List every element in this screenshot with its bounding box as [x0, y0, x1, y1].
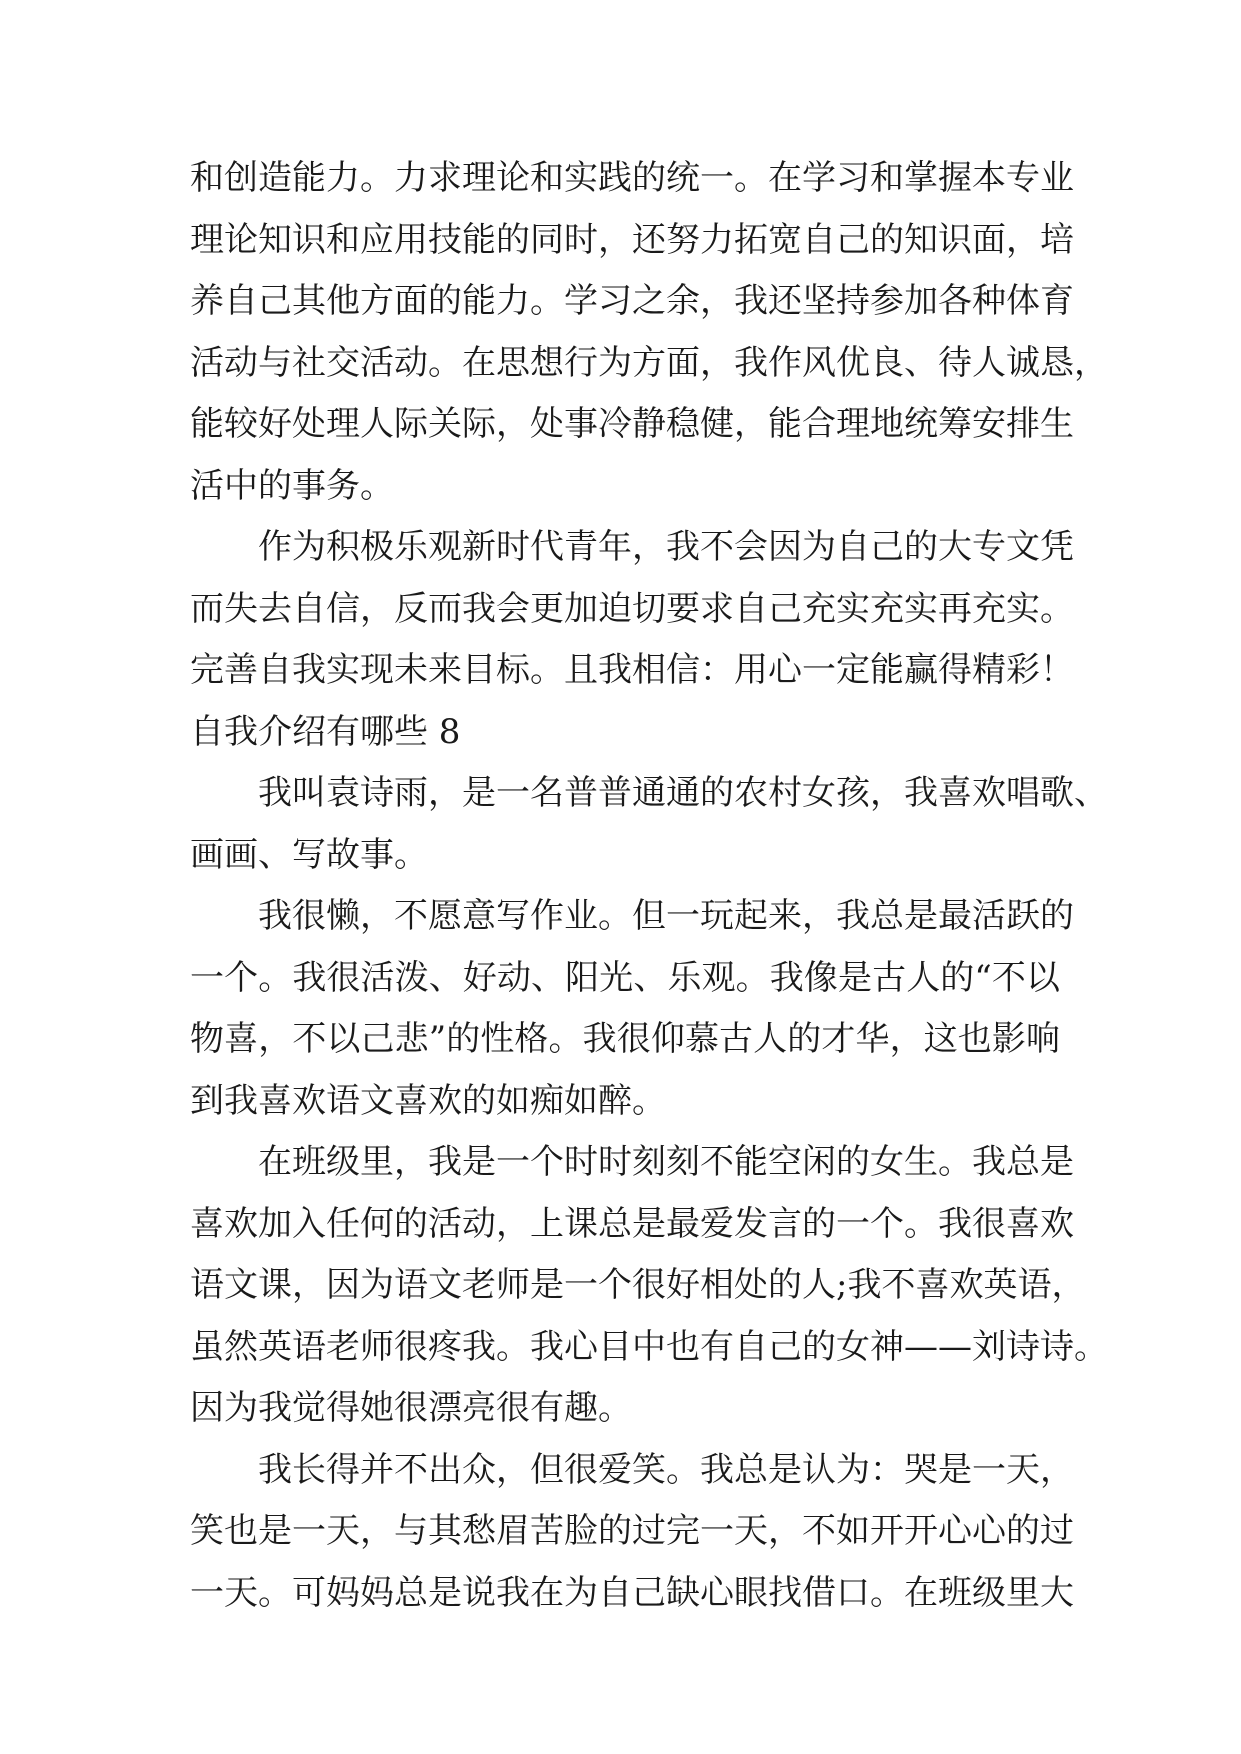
text-line: 笑也是一天，与其愁眉苦脸的过完一天，不如开开心心的过: [190, 1511, 1074, 1551]
text-line: 到我喜欢语文喜欢的如痴如醉。: [190, 1080, 666, 1121]
paragraph-first-line: 我叫袁诗雨，是一名普普通通的农村女孩，我喜欢唱歌、: [258, 773, 1108, 813]
document-body: [190, 148, 1108, 1624]
paragraph-first-line: 我很懒，不愿意写作业。但一玩起来，我总是最活跃的: [258, 896, 1074, 936]
text-line: 和创造能力。力求理论和实践的统一。在学习和掌握本专业: [190, 158, 1074, 198]
text-line: 语文课，因为语文老师是一个很好相处的人;我不喜欢英语，: [190, 1265, 1086, 1305]
text-line: 完善自我实现未来目标。且我相信：用心一定能赢得精彩！: [190, 650, 1074, 690]
paragraph-first-line: 作为积极乐观新时代青年，我不会因为自己的大专文凭: [258, 527, 1074, 567]
paragraph-first-line: 我长得并不出众，但很爱笑。我总是认为：哭是一天，: [258, 1449, 1074, 1490]
text-line: 虽然英语老师很疼我。我心目中也有自己的女神——刘诗诗。: [190, 1326, 1108, 1367]
text-line: 喜欢加入任何的活动，上课总是最爱发言的一个。我很喜欢: [190, 1203, 1074, 1244]
text-line: 因为我觉得她很漂亮很有趣。: [190, 1388, 632, 1428]
text-line: 画画、写故事。: [190, 834, 428, 875]
text-line: 一天。可妈妈总是说我在为自己缺心眼找借口。在班级里大: [190, 1572, 1074, 1613]
text-line: 养自己其他方面的能力。学习之余，我还坚持参加各种体育: [190, 281, 1074, 321]
text-line: 活中的事务。: [190, 465, 394, 506]
text-line: 物喜，不以己悲”的性格。我很仰慕古人的才华，这也影响: [190, 1019, 1060, 1059]
section-heading: 自我介绍有哪些 8: [190, 711, 461, 752]
text-line: 活动与社交活动。在思想行为方面，我作风优良、待人诚恳，: [190, 342, 1108, 383]
text-line: 一个。我很活泼、好动、阳光、乐观。我像是古人的“不以: [190, 957, 1060, 998]
text-line: 理论知识和应用技能的同时，还努力拓宽自己的知识面，培: [190, 219, 1074, 260]
text-line: 能较好处理人际关际，处事冷静稳健，能合理地统筹安排生: [190, 404, 1074, 444]
paragraph-first-line: 在班级里，我是一个时时刻刻不能空闲的女生。我总是: [258, 1142, 1074, 1182]
text-line: 而失去自信，反而我会更加迫切要求自己充实充实再充实。: [190, 588, 1074, 629]
